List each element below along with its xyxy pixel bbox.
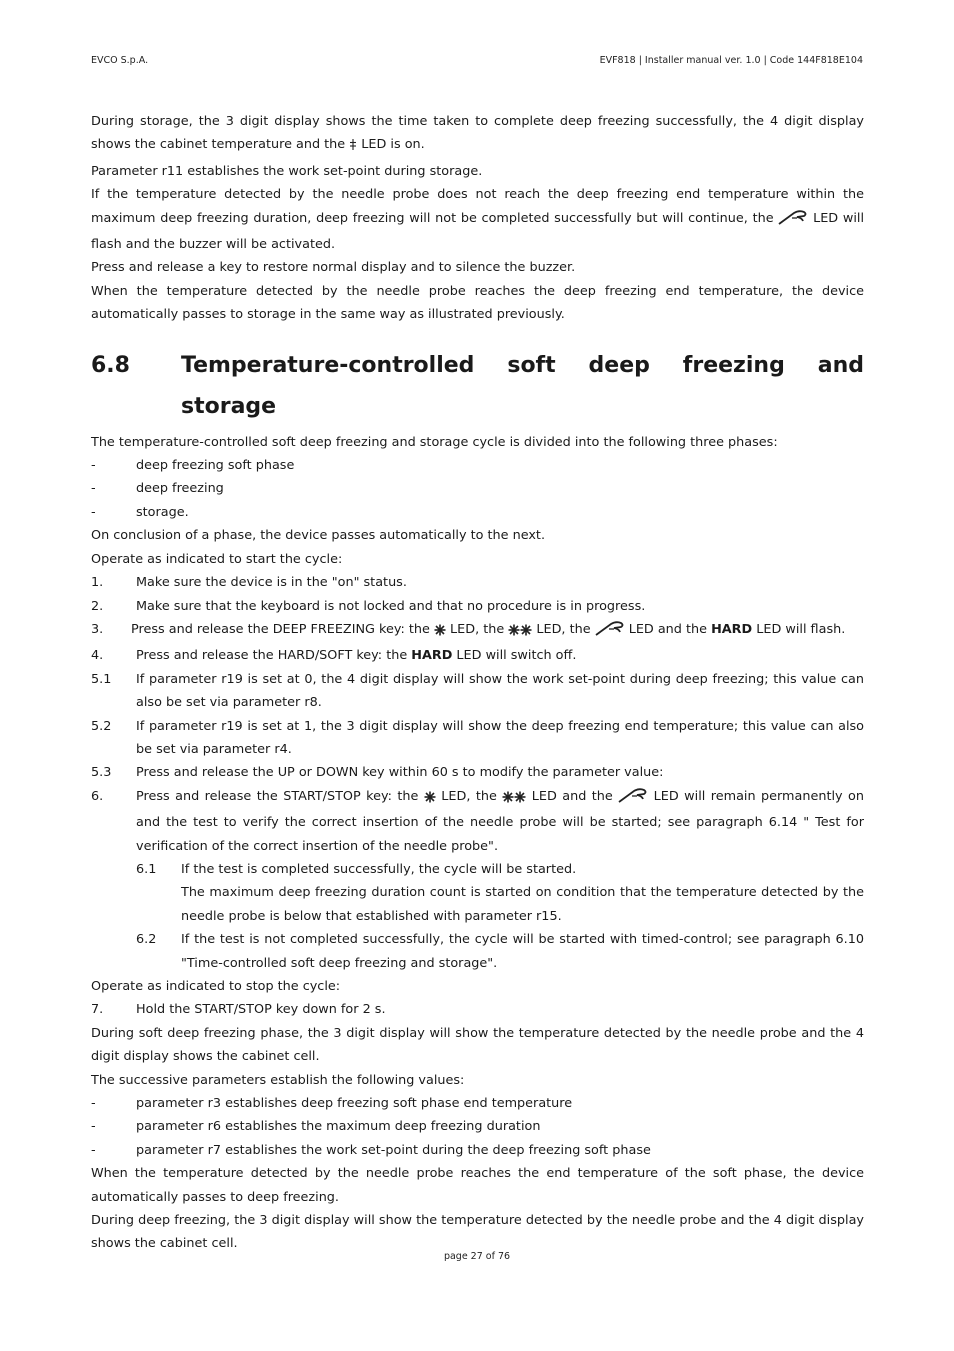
- step-6-1: 6.1 If the test is completed successfully, the cycle will be started.: [136, 861, 577, 877]
- header-company: EVCO S.p.A.: [91, 55, 149, 66]
- section-title: Temperature-controlled soft deep freezing and storage: [181, 352, 864, 419]
- step-5-1: 5.1 If parameter r19 is set at 0, the 4 digit display will show the work set-point during deep freezing; this value can also be set via parameter r8.: [91, 671, 864, 711]
- step-4: 4. Press and release the HARD/SOFT key: the HARD LED will switch off.: [91, 648, 577, 664]
- page-content: [91, 110, 864, 1256]
- section-heading: [91, 345, 864, 427]
- step-7: 7. Hold the START/STOP key down for 2 s.: [91, 1002, 386, 1018]
- deep-freezing-paragraph: During deep freezing, the 3 digit display will show the temperature detected by the needle probe and the 4 digit display shows the cabinet cell.: [91, 1213, 864, 1252]
- step-5-2: 5.2 If parameter r19 is set at 1, the 3 digit display will show the deep freezing end temperature; this value can also be set via parameter r4.: [91, 718, 864, 757]
- stop-paragraph: Operate as indicated to stop the cycle:: [91, 979, 341, 994]
- step-1: 1. Make sure the device is in the "on" status.: [91, 575, 407, 591]
- conclusion-paragraph: On conclusion of a phase, the device passes automatically to the next.: [91, 528, 546, 544]
- list-item: - deep freezing: [91, 481, 224, 497]
- intro-paragraph-2: Parameter r11 establishes the work set-point during storage.: [91, 163, 483, 179]
- needle-probe-led-icon: [618, 787, 648, 811]
- list-item: - storage.: [91, 504, 189, 520]
- intro-paragraph-1: During storage, the 3 digit display shows the time taken to complete deep freezing successfully, the 4 digit display shows the cabinet temperature and the LED is on.: [91, 110, 864, 160]
- start-paragraph: Operate as indicated to start the cycle:: [91, 551, 343, 567]
- intro-paragraph-4: Press and release a key to restore normal display and to silence the buzzer.: [91, 260, 576, 276]
- needle-probe-led-icon: [595, 620, 625, 644]
- snowflake-icon: [434, 621, 446, 644]
- section-number: 6.8: [91, 352, 130, 378]
- intro-paragraph-5: When the temperature detected by the needle probe reaches the deep freezing end temperature, the device automatically passes to storage in the same way as illustrated previously.: [91, 283, 864, 323]
- list-item: - parameter r3 establishes deep freezing soft phase end temperature: [91, 1096, 573, 1112]
- step-2: 2. Make sure that the keyboard is not locked and that no procedure is in progress.: [91, 598, 646, 614]
- end-soft-phase-paragraph: When the temperature detected by the needle probe reaches the end temperature of the soft phase, the device automatically passes to deep freezing.: [91, 1166, 864, 1205]
- step-3: 3. Press and release the DEEP FREEZING key: the LED, the LED, the LED and the HARD LED will flash.: [91, 618, 864, 644]
- page-number: page 27 of 76: [443, 1251, 511, 1262]
- step-6-1-detail: The maximum deep freezing duration count is started on condition that the temperature detected by the needle probe is below that established with parameter r15.: [181, 885, 864, 924]
- soft-phase-paragraph: During soft deep freezing phase, the 3 digit display will show the temperature detected by the needle probe and the 4 digit display shows the cabinet cell.: [91, 1025, 864, 1065]
- snowflake-icon: [424, 788, 436, 811]
- list-item: - deep freezing soft phase: [91, 458, 295, 474]
- list-item: - parameter r7 establishes the work set-point during the deep freezing soft phase: [91, 1142, 651, 1158]
- step-5-3: 5.3 Press and release the UP or DOWN key within 60 s to modify the parameter value:: [91, 765, 664, 781]
- step-6-2: 6.2 If the test is not completed successfully, the cycle will be started with timed-control; see paragraph 6.10 "Time-controlled soft deep freezing and storage".: [136, 932, 864, 971]
- successive-params-paragraph: The successive parameters establish the following values:: [91, 1072, 465, 1088]
- double-snowflake-icon: [508, 621, 532, 644]
- header-document-code: EVF818 | Installer manual ver. 1.0 | Code 144F818E104: [599, 55, 863, 66]
- list-item: - parameter r6 establishes the maximum deep freezing duration: [91, 1119, 541, 1135]
- step-6: 6. Press and release the START/STOP key: the LED, the LED and the LED will remain permanently on and the test to verify the correct insertion of the needle probe will be started; see paragraph 6.14 " Test for verification of the correct insertion of the needle probe".: [91, 788, 864, 854]
- phases-intro: The temperature-controlled soft deep freezing and storage cycle is divided into the following three phases:: [91, 434, 778, 450]
- needle-probe-led-icon: [778, 209, 808, 233]
- double-snowflake-icon: [502, 788, 526, 811]
- intro-paragraph-3: If the temperature detected by the needle probe does not reach the deep freezing end temperature within the maximum deep freezing duration, deep freezing will not be completed successfully but will continue, the LED will flash and the buzzer will be activated.: [91, 187, 864, 253]
